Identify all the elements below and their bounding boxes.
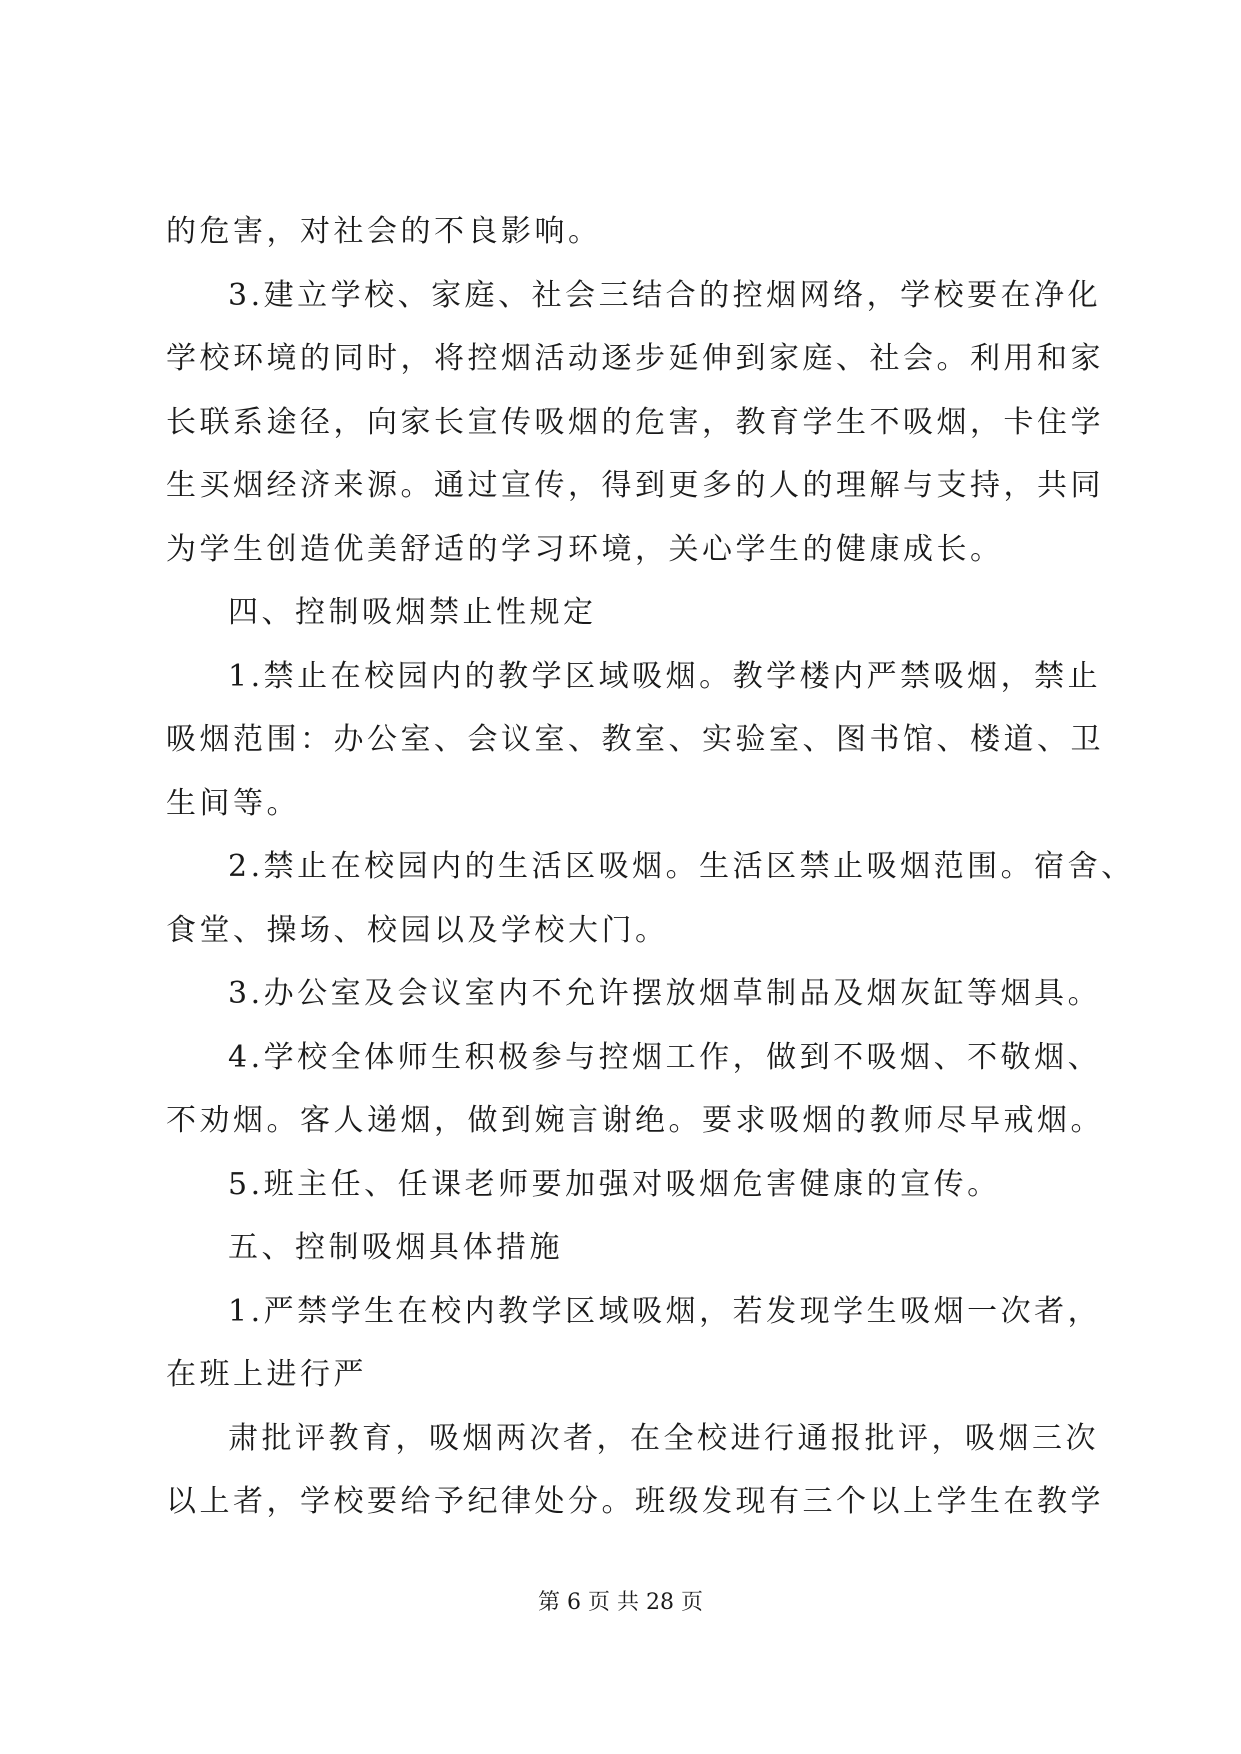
text-line: 在班上进行严 (166, 1357, 367, 1392)
text-line: 吸烟范围：办公室、会议室、教室、实验室、图书馆、楼道、卫 (166, 722, 1104, 757)
text-line: 食堂、操场、校园以及学校大门。 (166, 912, 669, 948)
text-line: 3.建立学校、家庭、社会三结合的控烟网络，学校要在净化 (228, 277, 1102, 313)
text-line: 长联系途径，向家长宣传吸烟的危害，教育学生不吸烟，卡住学 (166, 404, 1104, 440)
text-line: 生间等。 (166, 785, 300, 821)
text-line: 3.办公室及会议室内不允许摆放烟草制品及烟灰缸等烟具。 (228, 976, 1102, 1011)
text-line: 1.禁止在校园内的教学区域吸烟。教学楼内严禁吸烟，禁止 (228, 658, 1102, 694)
section-heading: 五、控制吸烟具体措施 (228, 1230, 563, 1265)
text-line: 2.禁止在校园内的生活区吸烟。生活区禁止吸烟范围。宿舍、 (228, 849, 1135, 884)
section-heading: 四、控制吸烟禁止性规定 (228, 595, 597, 630)
document-body (166, 200, 1135, 1534)
text-line: 生买烟经济来源。通过宣传，得到更多的人的理解与支持，共同 (166, 468, 1104, 503)
text-line: 不劝烟。客人递烟，做到婉言谢绝。要求吸烟的教师尽早戒烟。 (166, 1103, 1104, 1138)
page-number-footer: 第 6 页 共 28 页 (538, 1590, 703, 1615)
text-line: 的危害，对社会的不良影响。 (166, 214, 602, 249)
text-line: 为学生创造优美舒适的学习环境，关心学生的健康成长。 (166, 531, 1004, 567)
text-line: 以上者，学校要给予纪律处分。班级发现有三个以上学生在教学 (166, 1484, 1104, 1519)
text-line: 1.严禁学生在校内教学区域吸烟，若发现学生吸烟一次者， (228, 1293, 1102, 1329)
text-line: 4.学校全体师生积极参与控烟工作，做到不吸烟、不敬烟、 (228, 1039, 1102, 1075)
text-line: 肃批评教育，吸烟两次者，在全校进行通报批评，吸烟三次 (228, 1420, 1099, 1456)
text-line: 5.班主任、任课老师要加强对吸烟危害健康的宣传。 (228, 1166, 1001, 1202)
text-line: 学校环境的同时，将控烟活动逐步延伸到家庭、社会。利用和家 (166, 341, 1104, 376)
